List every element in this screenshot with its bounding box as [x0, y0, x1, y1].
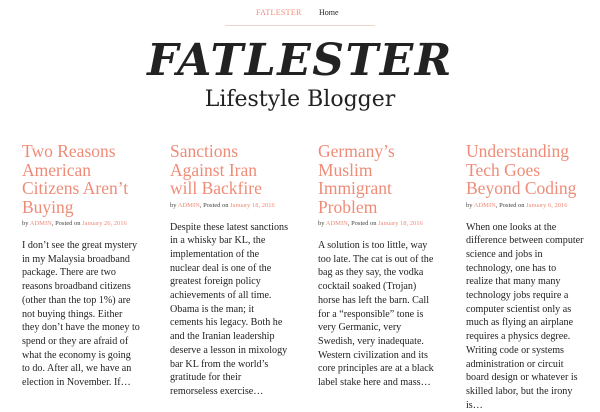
post-author-link[interactable]: ADMIN [178, 202, 200, 209]
post-excerpt: Despite these latest sanctions in a whisky bar KL, the implementation of the nuclear deal is one of the greatest foreign policy achievements of all time. Obama is the man; it cements his legacy. Both he and the Iranian leadership deserve a lesson in mixology bar KL from the world’s gratitude for their remorseless exercise… [170, 221, 288, 399]
post-title-link[interactable]: Two Reasons American Citizens Aren’t Buying [22, 142, 140, 216]
post-date-link[interactable]: January 26, 2016 [82, 220, 127, 227]
nav-brand-link[interactable]: FATLESTER [256, 8, 302, 18]
post-meta-posted-on: , Posted on [52, 220, 81, 227]
nav-divider [225, 25, 375, 26]
post-meta-posted-on: , Posted on [348, 220, 377, 227]
nav-home-link[interactable]: Home [319, 8, 339, 18]
post-author-link[interactable]: ADMIN [474, 202, 496, 209]
post-meta [466, 201, 584, 210]
post-meta-posted-on: , Posted on [200, 202, 229, 209]
post-date-link[interactable]: January 6, 2016 [526, 202, 567, 209]
post-meta-by: by [170, 202, 177, 209]
site-title[interactable]: FATLESTER [0, 36, 600, 86]
top-navigation [0, 0, 600, 26]
post-card [466, 142, 584, 412]
post-card [22, 142, 140, 390]
post-excerpt: I don’t see the great mystery in my Malaysia broadband package. There are two reasons broadband citizens (other than the top 1%) are not buying things. Either they don’t have the money to spend or they are afraid of what the economy is going to do. After all, we have an election in November. If… [22, 239, 140, 390]
post-meta [22, 219, 140, 228]
post-meta-by: by [318, 220, 325, 227]
post-date-link[interactable]: January 18, 2016 [230, 202, 275, 209]
site-tagline: Lifestyle Blogger [0, 86, 600, 114]
post-author-link[interactable]: ADMIN [326, 220, 348, 227]
post-meta [318, 219, 436, 228]
post-meta-posted-on: , Posted on [496, 202, 525, 209]
post-author-link[interactable]: ADMIN [30, 220, 52, 227]
post-meta [170, 201, 288, 210]
post-excerpt: A solution is too little, way too late. The cat is out of the bag as they say, the vodka cocktail soaked (Trojan) horse has left the barn. Call for a “responsible” tone is very Germanic, very Swedish, very inadequate. Western civilization and its core principles are at a black label stake here and mass… [318, 239, 436, 390]
post-card [318, 142, 436, 390]
post-meta-by: by [466, 202, 473, 209]
post-date-link[interactable]: January 18, 2016 [378, 220, 423, 227]
post-card [170, 142, 288, 399]
post-excerpt: When one looks at the difference between computer science and jobs in technology, one has to realize that many many technology jobs require a computer scientist only as much as flying an airplane requires a physics degree. Writing code or systems administration or circuit board design or whatever is skilled labor, but the irony is… [466, 221, 584, 412]
post-meta-by: by [22, 220, 29, 227]
post-title-link[interactable]: Understanding Tech Goes Beyond Coding [466, 142, 584, 198]
post-title-link[interactable]: Sanctions Against Iran will Backfire [170, 142, 288, 198]
post-title-link[interactable]: Germany’s Muslim Immigrant Problem [318, 142, 436, 216]
